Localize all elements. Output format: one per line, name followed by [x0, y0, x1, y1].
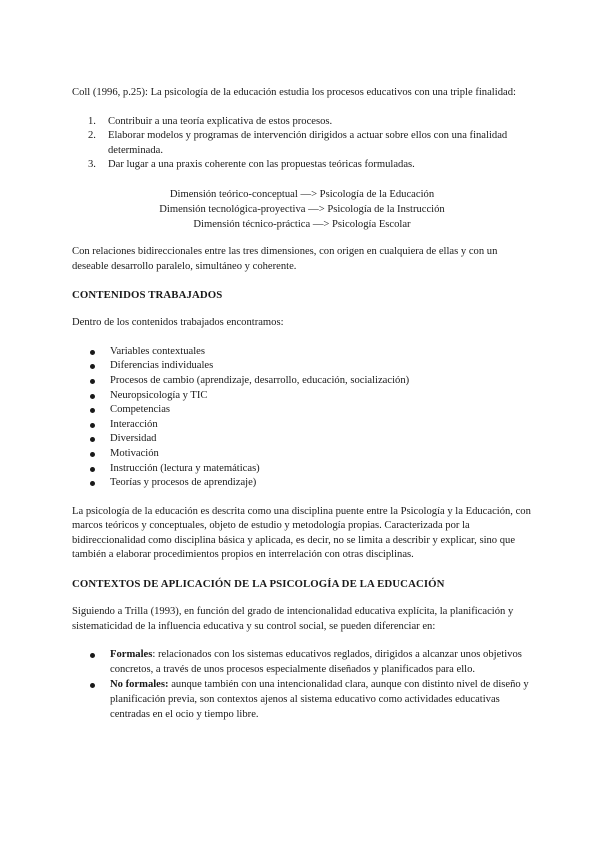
aim-item — [72, 115, 532, 130]
aim-text: Contribuir a una teoría explicativa de estos procesos. — [108, 115, 333, 127]
bullet-icon — [90, 481, 95, 486]
list-item — [72, 403, 532, 418]
list-item-text: Motivación — [110, 447, 159, 459]
aim-number: 3. — [88, 159, 96, 171]
list-item-text: Instrucción (lectura y matemáticas) — [110, 462, 260, 474]
bullet-icon — [90, 408, 95, 413]
list-item — [72, 389, 532, 404]
list-item — [72, 432, 532, 447]
contents-summary: La psicología de la educación es descrita como una disciplina puente entre la Psicología y la Educación, con marcos teóricos y conceptuales, objeto de estudio y metodología propias. Caracterizada por la bidireccionalidad como disciplina básica y aplicada, es decir, no se limita a describir y explicar, sino que también a elaborar procedimientos propios en interrelación con otras disciplinas. — [72, 505, 531, 561]
list-item-text: Interacción — [110, 418, 158, 430]
bullet-icon — [90, 364, 95, 369]
dimension-line: Dimensión técnico-práctica —> Psicología Escolar — [193, 218, 411, 230]
list-item — [72, 462, 532, 477]
aims-list — [72, 115, 532, 173]
contexts-heading: CONTEXTOS DE APLICACIÓN DE LA PSICOLOGÍA DE LA EDUCACIÓN — [72, 578, 445, 591]
contents-heading: CONTENIDOS TRABAJADOS — [72, 289, 223, 302]
bullet-icon — [90, 653, 95, 658]
list-item-text: Diversidad — [110, 433, 157, 445]
list-item — [72, 648, 532, 677]
list-item-text: Neuropsicología y TIC — [110, 389, 208, 401]
list-item-text: Teorías y procesos de aprendizaje) — [110, 477, 257, 489]
list-item — [72, 418, 532, 433]
aim-text: Dar lugar a una praxis coherente con las propuestas teóricas formuladas. — [108, 159, 415, 171]
bullet-icon — [90, 437, 95, 442]
list-item — [72, 374, 532, 389]
aim-item — [72, 129, 532, 158]
list-item — [72, 447, 532, 462]
bullet-icon — [90, 379, 95, 384]
intro-paragraph: Coll (1996, p.25): La psicología de la educación estudia los procesos educativos con una triple finalidad: — [72, 87, 516, 98]
list-item — [72, 678, 532, 722]
bullet-icon — [90, 467, 95, 472]
aim-item — [72, 158, 532, 173]
dimension-line: Dimensión teórico-conceptual —> Psicología de la Educación — [169, 188, 435, 200]
context-term: Formales — [110, 649, 153, 661]
list-item-text: Competencias — [110, 404, 171, 416]
bullet-icon — [90, 350, 95, 355]
context-description: aunque también con una intencionalidad clara, aunque con distinto nivel de diseño y planificación previa, son contextos ajenos al sistema educativo como actividades educativas centradas en el ocio y tiempo libre. — [110, 679, 529, 720]
aim-number: 1. — [88, 115, 96, 127]
aim-number: 2. — [88, 130, 96, 142]
dimension-line: Dimensión tecnológica-proyectiva —> Psicología de la Instrucción — [159, 203, 445, 215]
list-item — [72, 359, 532, 374]
context-term: No formales: — [110, 679, 169, 691]
contents-list — [72, 345, 532, 491]
list-item-text: Procesos de cambio (aprendizaje, desarrollo, educación, socialización) — [110, 374, 410, 386]
list-item — [72, 476, 532, 491]
list-item-text: Diferencias individuales — [110, 360, 214, 372]
dimensions-note: Con relaciones bidireccionales entre las tres dimensiones, con origen en cualquiera de ellas y con un deseable desarrollo paralelo, simultáneo y coherente. — [72, 245, 498, 272]
bullet-icon — [90, 683, 95, 688]
bullet-icon — [90, 394, 95, 399]
contexts-lead: Siguiendo a Trilla (1993), en función del grado de intencionalidad educativa explícita, la planificación y sistematicidad de la influencia educativa y su control social, se pueden diferenciar en: — [72, 606, 514, 632]
dimensions-block — [72, 187, 532, 232]
context-description: : relacionados con los sistemas educativos reglados, dirigidos a alcanzar unos objetivos concretos, a través de unos procesos especialmente diseñados y planificados para ello. — [110, 649, 522, 675]
list-item — [72, 345, 532, 360]
contents-lead: Dentro de los contenidos trabajados encontramos: — [72, 317, 284, 329]
contexts-list — [72, 648, 532, 722]
list-item-text: Variables contextuales — [110, 345, 206, 357]
document-page — [72, 86, 532, 736]
bullet-icon — [90, 423, 95, 428]
aim-text: Elaborar modelos y programas de intervención dirigidos a actuar sobre ellos con una finalidad determinada. — [108, 130, 508, 156]
bullet-icon — [90, 452, 95, 457]
